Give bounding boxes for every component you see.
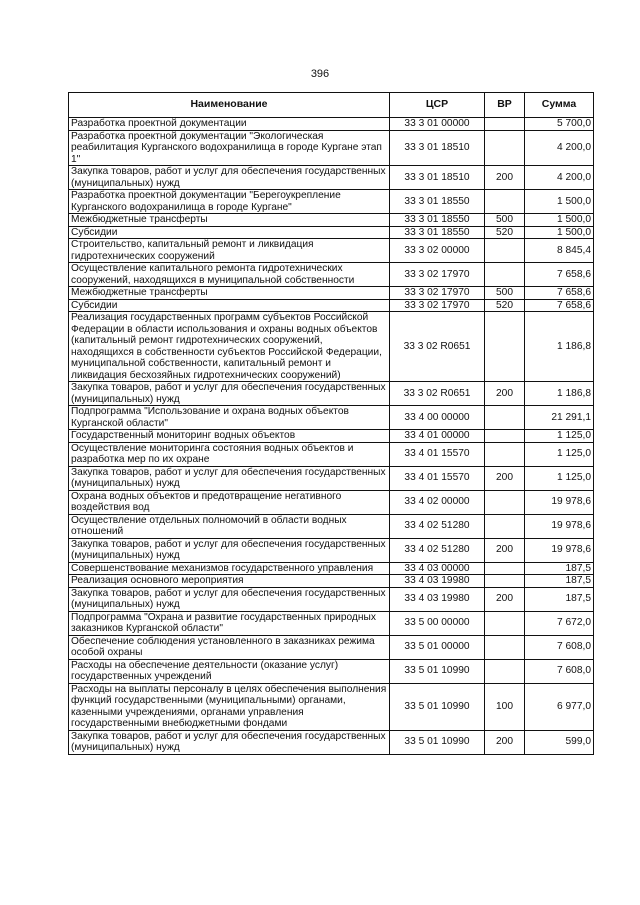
cell-name: Закупка товаров, работ и услуг для обеспечения государственных (муниципальных) нужд [69, 466, 390, 490]
cell-vr: 200 [485, 382, 525, 406]
cell-name: Осуществление мониторинга состояния водных объектов и разработка мер по их охране [69, 442, 390, 466]
cell-csr: 33 4 01 15570 [390, 466, 485, 490]
cell-csr: 33 3 01 18550 [390, 226, 485, 239]
budget-table [68, 92, 594, 755]
cell-sum: 1 500,0 [525, 226, 594, 239]
cell-name: Межбюджетные трансферты [69, 287, 390, 300]
cell-sum: 7 672,0 [525, 611, 594, 635]
cell-name: Разработка проектной документации "Экологическая реабилитация Курганского водохранилища в городе Кургане этап 1" [69, 130, 390, 166]
cell-name: Закупка товаров, работ и услуг для обеспечения государственных (муниципальных) нужд [69, 730, 390, 754]
cell-sum: 7 658,6 [525, 287, 594, 300]
cell-csr: 33 3 02 17970 [390, 287, 485, 300]
cell-name: Государственный мониторинг водных объектов [69, 430, 390, 443]
cell-vr: 200 [485, 587, 525, 611]
cell-sum: 599,0 [525, 730, 594, 754]
table-row [69, 575, 594, 588]
cell-vr [485, 118, 525, 131]
cell-csr: 33 5 01 10990 [390, 730, 485, 754]
table-row [69, 239, 594, 263]
cell-vr: 500 [485, 287, 525, 300]
table-row [69, 683, 594, 730]
table-row [69, 635, 594, 659]
cell-vr [485, 263, 525, 287]
cell-name: Разработка проектной документации [69, 118, 390, 131]
cell-sum: 7 658,6 [525, 263, 594, 287]
cell-csr: 33 4 01 00000 [390, 430, 485, 443]
cell-sum: 19 978,6 [525, 514, 594, 538]
cell-csr: 33 3 02 R0651 [390, 312, 485, 382]
table-row [69, 442, 594, 466]
cell-sum: 1 186,8 [525, 382, 594, 406]
cell-csr: 33 3 02 17970 [390, 299, 485, 312]
cell-vr [485, 239, 525, 263]
cell-sum: 1 125,0 [525, 442, 594, 466]
cell-sum: 21 291,1 [525, 406, 594, 430]
cell-csr: 33 5 01 10990 [390, 683, 485, 730]
cell-vr [485, 635, 525, 659]
cell-csr: 33 3 01 18510 [390, 166, 485, 190]
cell-vr [485, 490, 525, 514]
cell-vr [485, 562, 525, 575]
cell-vr: 520 [485, 226, 525, 239]
cell-csr: 33 4 02 51280 [390, 514, 485, 538]
table-row [69, 226, 594, 239]
cell-name: Субсидии [69, 226, 390, 239]
table-body [69, 118, 594, 755]
table-row [69, 214, 594, 227]
cell-name: Обеспечение соблюдения установленного в заказниках режима особой охраны [69, 635, 390, 659]
cell-csr: 33 5 01 10990 [390, 659, 485, 683]
cell-csr: 33 4 02 51280 [390, 538, 485, 562]
table-row [69, 382, 594, 406]
cell-sum: 1 500,0 [525, 214, 594, 227]
cell-vr [485, 442, 525, 466]
cell-sum: 19 978,6 [525, 538, 594, 562]
cell-csr: 33 4 03 19980 [390, 587, 485, 611]
header-csr: ЦСР [390, 93, 485, 118]
cell-vr: 100 [485, 683, 525, 730]
table-row [69, 406, 594, 430]
table-row [69, 287, 594, 300]
table-row [69, 118, 594, 131]
cell-name: Охрана водных объектов и предотвращение негативного воздействия вод [69, 490, 390, 514]
table-row [69, 299, 594, 312]
cell-csr: 33 3 02 R0651 [390, 382, 485, 406]
cell-name: Подпрограмма "Использование и охрана водных объектов Курганской области" [69, 406, 390, 430]
cell-csr: 33 3 01 18550 [390, 190, 485, 214]
cell-vr [485, 130, 525, 166]
cell-sum: 7 608,0 [525, 635, 594, 659]
table-row [69, 562, 594, 575]
cell-sum: 187,5 [525, 562, 594, 575]
header-name: Наименование [69, 93, 390, 118]
table-row [69, 587, 594, 611]
cell-name: Строительство, капитальный ремонт и ликвидация гидротехнических сооружений [69, 239, 390, 263]
cell-vr: 200 [485, 538, 525, 562]
cell-sum: 5 700,0 [525, 118, 594, 131]
cell-sum: 6 977,0 [525, 683, 594, 730]
cell-vr: 200 [485, 730, 525, 754]
cell-vr [485, 312, 525, 382]
cell-name: Подпрограмма "Охрана и развитие государственных природных заказников Курганской области" [69, 611, 390, 635]
cell-sum: 7 608,0 [525, 659, 594, 683]
table-row [69, 611, 594, 635]
header-sum: Сумма [525, 93, 594, 118]
cell-csr: 33 3 01 18550 [390, 214, 485, 227]
cell-vr [485, 611, 525, 635]
cell-vr [485, 406, 525, 430]
cell-name: Закупка товаров, работ и услуг для обеспечения государственных (муниципальных) нужд [69, 166, 390, 190]
cell-vr [485, 659, 525, 683]
cell-vr: 500 [485, 214, 525, 227]
table-row [69, 466, 594, 490]
table-row [69, 130, 594, 166]
cell-vr [485, 430, 525, 443]
table-row [69, 312, 594, 382]
cell-csr: 33 3 02 17970 [390, 263, 485, 287]
cell-csr: 33 4 01 15570 [390, 442, 485, 466]
table-row [69, 430, 594, 443]
table-row [69, 730, 594, 754]
cell-name: Осуществление отдельных полномочий в области водных отношений [69, 514, 390, 538]
cell-name: Реализация государственных программ субъектов Российской Федерации в области использования и охраны водных объектов (капитальный ремонт гидротехнических сооружений, находящихся в собственности субъектов Российской Федерации, муниципальной собственности, капитальный ремонт и ликвидация бесхозяйных гидротехнических сооружений) [69, 312, 390, 382]
cell-sum: 1 125,0 [525, 466, 594, 490]
cell-csr: 33 4 03 00000 [390, 562, 485, 575]
cell-sum: 4 200,0 [525, 166, 594, 190]
table-header [69, 93, 594, 118]
cell-sum: 8 845,4 [525, 239, 594, 263]
cell-sum: 1 125,0 [525, 430, 594, 443]
cell-csr: 33 3 02 00000 [390, 239, 485, 263]
cell-csr: 33 4 03 19980 [390, 575, 485, 588]
cell-vr [485, 575, 525, 588]
cell-name: Разработка проектной документации "Берегоукрепление Курганского водохранилища в городе Кургане" [69, 190, 390, 214]
cell-name: Закупка товаров, работ и услуг для обеспечения государственных (муниципальных) нужд [69, 587, 390, 611]
cell-vr [485, 514, 525, 538]
table-row [69, 490, 594, 514]
cell-sum: 7 658,6 [525, 299, 594, 312]
table-row [69, 263, 594, 287]
cell-name: Реализация основного мероприятия [69, 575, 390, 588]
cell-name: Межбюджетные трансферты [69, 214, 390, 227]
cell-name: Закупка товаров, работ и услуг для обеспечения государственных (муниципальных) нужд [69, 382, 390, 406]
cell-sum: 187,5 [525, 575, 594, 588]
cell-sum: 1 500,0 [525, 190, 594, 214]
cell-csr: 33 3 01 18510 [390, 130, 485, 166]
table-row [69, 514, 594, 538]
cell-name: Расходы на обеспечение деятельности (оказание услуг) государственных учреждений [69, 659, 390, 683]
cell-csr: 33 4 02 00000 [390, 490, 485, 514]
cell-vr: 200 [485, 466, 525, 490]
cell-csr: 33 3 01 00000 [390, 118, 485, 131]
cell-name: Расходы на выплаты персоналу в целях обеспечения выполнения функций государственными (муниципальными) органами, казенными учреждениями, органами управления государственными внебюджетными фондами [69, 683, 390, 730]
cell-name: Закупка товаров, работ и услуг для обеспечения государственных (муниципальных) нужд [69, 538, 390, 562]
header-row [69, 93, 594, 118]
cell-csr: 33 4 00 00000 [390, 406, 485, 430]
cell-vr: 200 [485, 166, 525, 190]
cell-sum: 1 186,8 [525, 312, 594, 382]
cell-csr: 33 5 00 00000 [390, 611, 485, 635]
table-row [69, 538, 594, 562]
cell-sum: 187,5 [525, 587, 594, 611]
table-row [69, 659, 594, 683]
cell-vr [485, 190, 525, 214]
table-row [69, 166, 594, 190]
cell-name: Субсидии [69, 299, 390, 312]
cell-vr: 520 [485, 299, 525, 312]
cell-sum: 19 978,6 [525, 490, 594, 514]
cell-name: Осуществление капитального ремонта гидротехнических сооружений, находящихся в муниципальной собственности [69, 263, 390, 287]
cell-sum: 4 200,0 [525, 130, 594, 166]
page-number: 396 [310, 68, 330, 80]
cell-name: Совершенствование механизмов государственного управления [69, 562, 390, 575]
table-row [69, 190, 594, 214]
header-vr: ВР [485, 93, 525, 118]
cell-csr: 33 5 01 00000 [390, 635, 485, 659]
